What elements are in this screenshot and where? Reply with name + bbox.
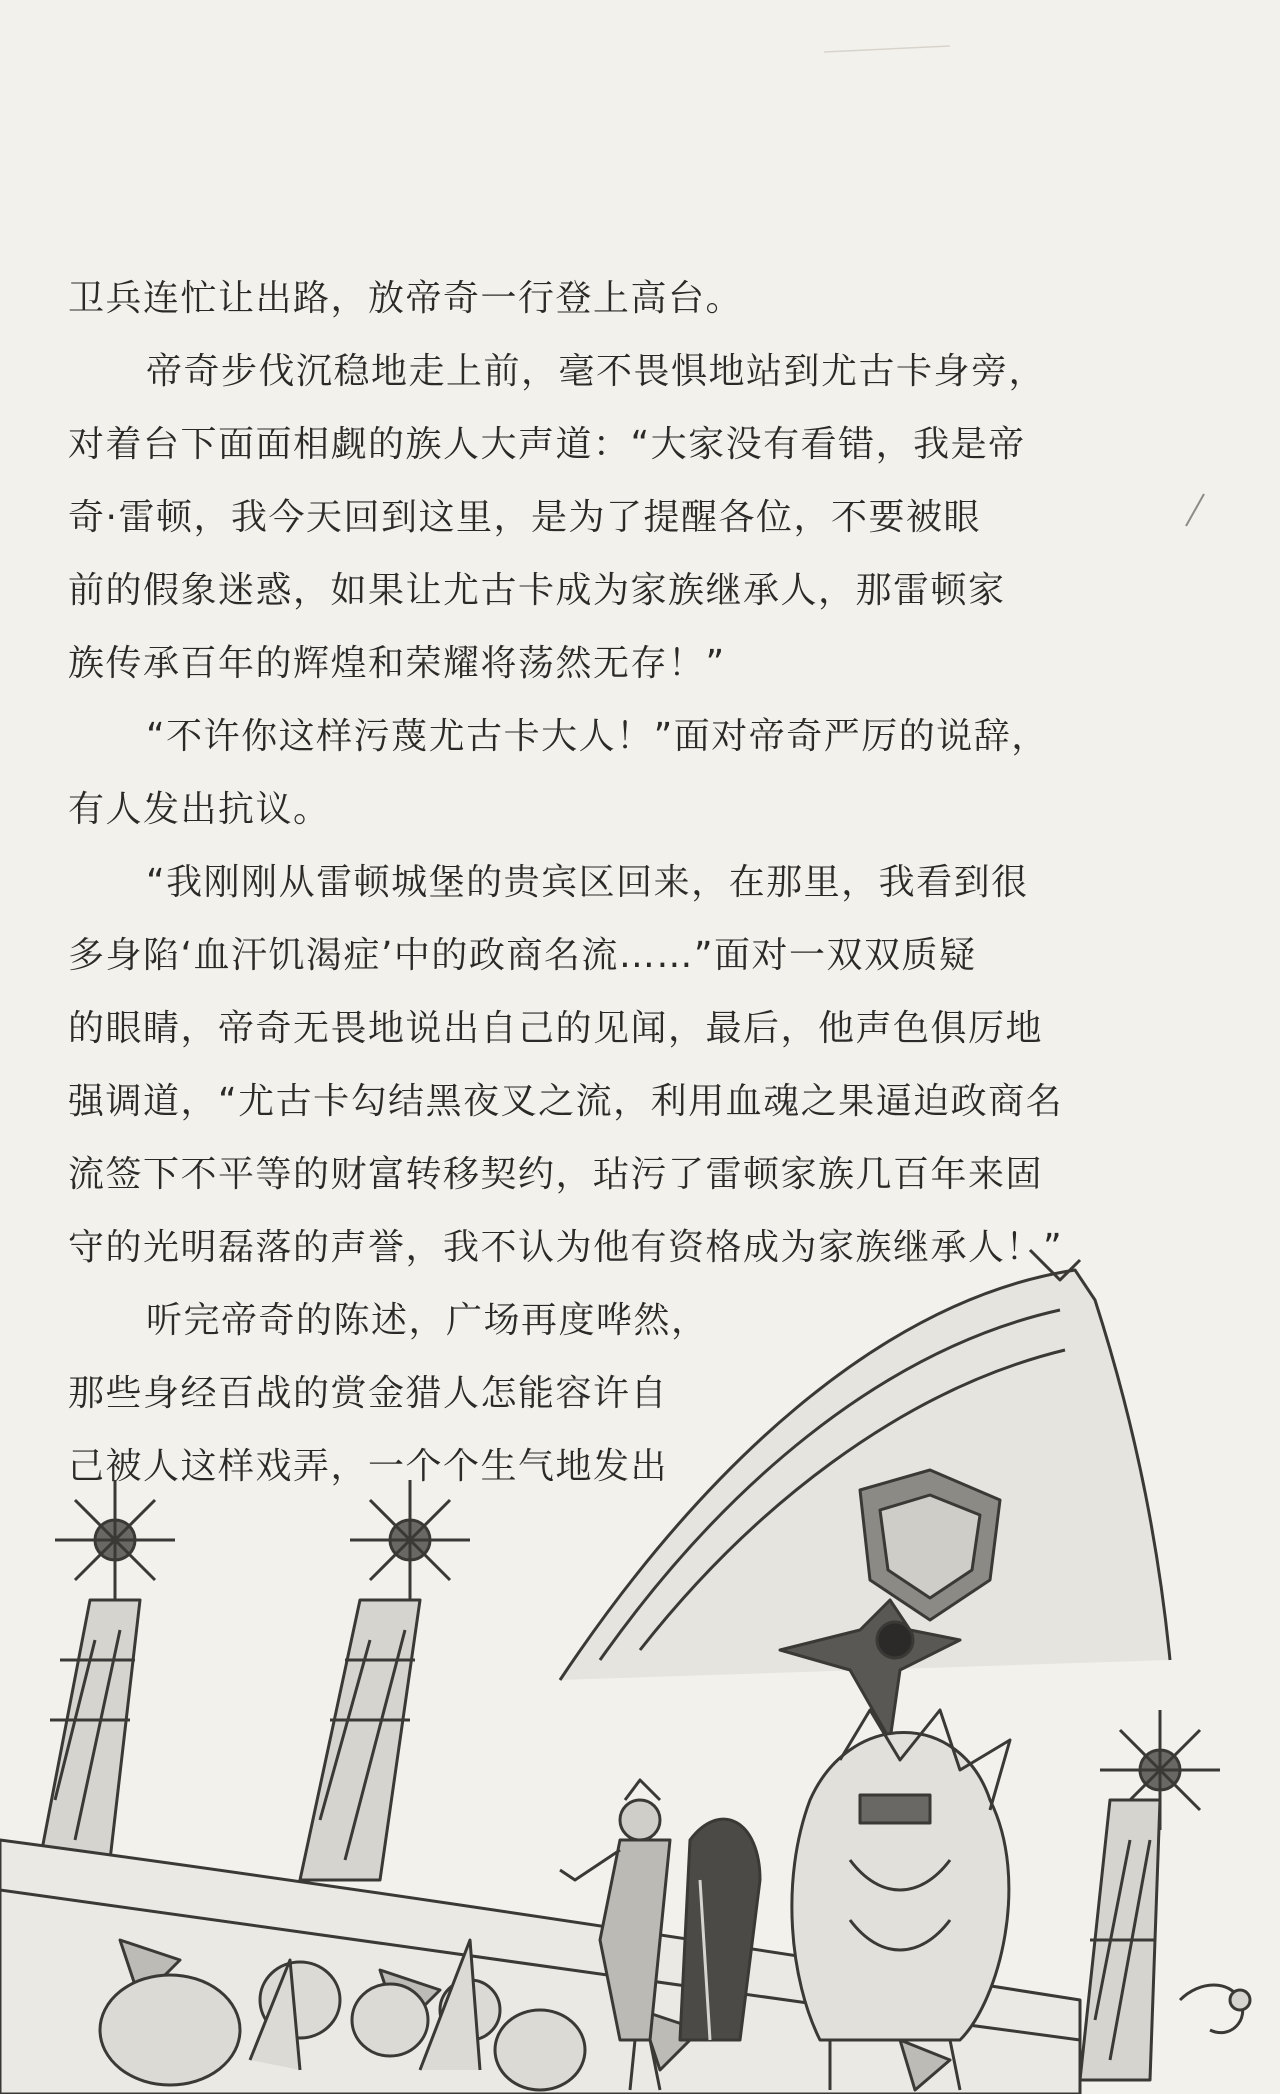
text-line: 有人发出抗议。 [68, 789, 331, 830]
paragraph [68, 700, 1118, 846]
text-line: 前的假象迷惑，如果让尤古卡成为家族继承人，那雷顿家 [68, 570, 1006, 611]
text-line: 卫兵连忙让出路，放帝奇一行登上高台。 [68, 278, 744, 319]
paper-scratch-mark [1180, 490, 1210, 530]
paper-scratch-mark-top [820, 40, 960, 60]
paragraph [68, 335, 1118, 700]
text-line: 流签下不平等的财富转移契约，玷污了雷顿家族几百年来固 [68, 1154, 1044, 1195]
curved-banner [560, 1270, 1170, 1680]
text-line: 族传承百年的辉煌和荣耀将荡然无存！” [68, 643, 726, 684]
stage-illustration [0, 1240, 1280, 2094]
text-line: 的眼睛，帝奇无畏地说出自己的见闻，最后，他声色俱厉地 [68, 1008, 1044, 1049]
text-line: “我刚刚从雷顿城堡的贵宾区回来，在那里，我看到很 [146, 862, 1029, 903]
star-emblem-center [877, 1622, 913, 1658]
text-line: 对着台下面面相觑的族人大声道：“大家没有看错，我是帝 [68, 424, 1026, 465]
text-line: “不许你这样污蔑尤古卡大人！”面对帝奇严厉的说辞， [146, 716, 1049, 757]
spike-ornament-middle [350, 1480, 470, 1600]
text-line: 听完帝奇的陈述，广场再度哗然， [146, 1300, 709, 1341]
text-line: 那些身经百战的赏金猎人怎能容许自 [68, 1373, 669, 1414]
spike-ornament-left [55, 1480, 175, 1600]
text-line: 守的光明磊落的声誉，我不认为他有资格成为家族继承人！” [68, 1227, 1064, 1268]
text-line: 强调道，“尤古卡勾结黑夜叉之流，利用血魂之果逼迫政商名 [68, 1081, 1064, 1122]
text-line: 帝奇步伐沉稳地走上前，毫不畏惧地站到尤古卡身旁， [146, 351, 1047, 392]
text-line: 己被人这样戏弄，一个个生气地发出 [68, 1446, 669, 1487]
paragraph [68, 262, 1118, 335]
text-line: 奇·雷顿，我今天回到这里，是为了提醒各位，不要被眼 [68, 497, 981, 538]
text-line: 多身陷‘血汗饥渴症’中的政商名流……”面对一双双质疑 [68, 935, 977, 976]
paragraph [68, 846, 1118, 1284]
pillar-left [40, 1600, 140, 1860]
